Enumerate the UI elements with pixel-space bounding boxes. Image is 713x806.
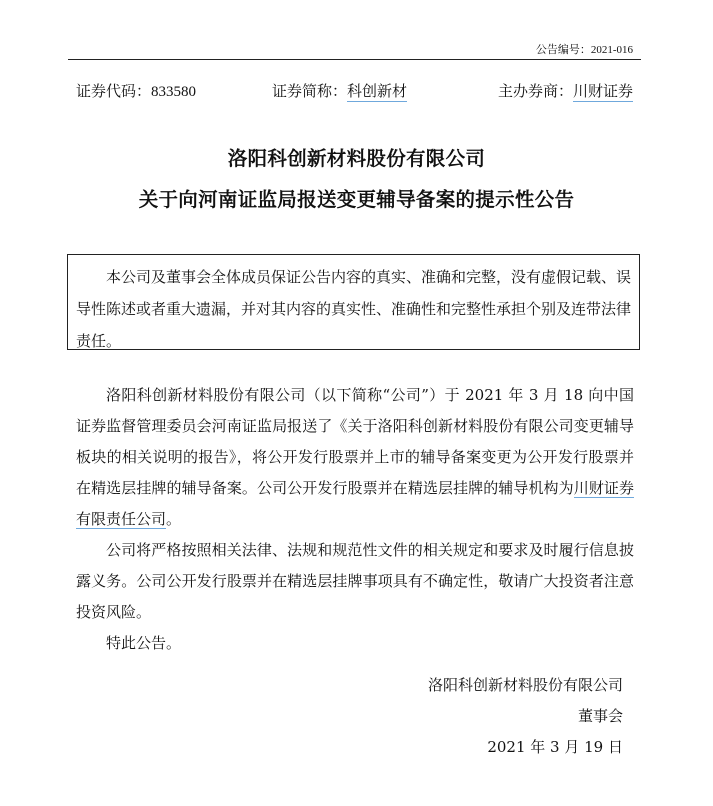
securities-code (76, 80, 196, 101)
securities-abbreviation-value: 科创新材 (347, 82, 408, 100)
signature-date: 2021 年 3 月 19 日 (487, 738, 623, 756)
announcement-number: 公告编号：2021-016 (535, 44, 633, 56)
securities-code-value: 833580 (151, 84, 197, 100)
body-paragraph-1-text: 洛阳科创新材料股份有限公司（以下简称“公司”）于 2021 年 3 月 18 向中国证券监督管理委员会河南证监局报送了《关于洛阳科创新材料股份有限公司变更辅导板块的相关说明的报告》，将公开发行股票并上市的辅导备案变更为公开发行股票并在精选层挂牌的辅导备案。公司公开发行股票并在精选层挂牌的辅导机构为 (76, 386, 634, 497)
sponsor-broker-label: 主办券商： (497, 82, 573, 100)
header-divider (68, 59, 641, 60)
sponsor-broker-value: 川财证券 (572, 82, 633, 100)
securities-abbreviation (272, 80, 407, 101)
sponsor-broker (498, 80, 633, 101)
body-paragraph-1 (76, 380, 634, 535)
disclaimer-text: 本公司及董事会全体成员保证公告内容的真实、准确和完整，没有虚假记载、误导性陈述或者重大遗漏，并对其内容的真实性、准确性和完整性承担个别及连带法律责任。 (76, 268, 632, 350)
signature-company: 洛阳科创新材料股份有限公司 (427, 676, 623, 694)
disclaimer-box (67, 254, 640, 350)
securities-abbreviation-label: 证券简称： (272, 82, 348, 100)
company-title: 洛阳科创新材料股份有限公司 (227, 147, 486, 170)
securities-code-label: 证券代码： (76, 82, 152, 100)
body-paragraph-3: 特此公告。 (106, 634, 182, 652)
announcement-body (76, 380, 634, 659)
securities-info-row (76, 80, 633, 102)
announcement-title: 关于向河南证监局报送变更辅导备案的提示性公告 (138, 188, 575, 211)
body-paragraph-2: 公司将严格按照相关法律、法规和规范性文件的相关规定和要求及时履行信息披露义务。公司公开发行股票并在精选层挂牌事项具有不确定性，敬请广大投资者注意投资风险。 (76, 541, 634, 621)
body-paragraph-1-end: 。 (166, 510, 182, 528)
broker-full-name-link: 川财证券有限责任公司 (76, 479, 634, 528)
signature-board: 董事会 (577, 707, 623, 725)
